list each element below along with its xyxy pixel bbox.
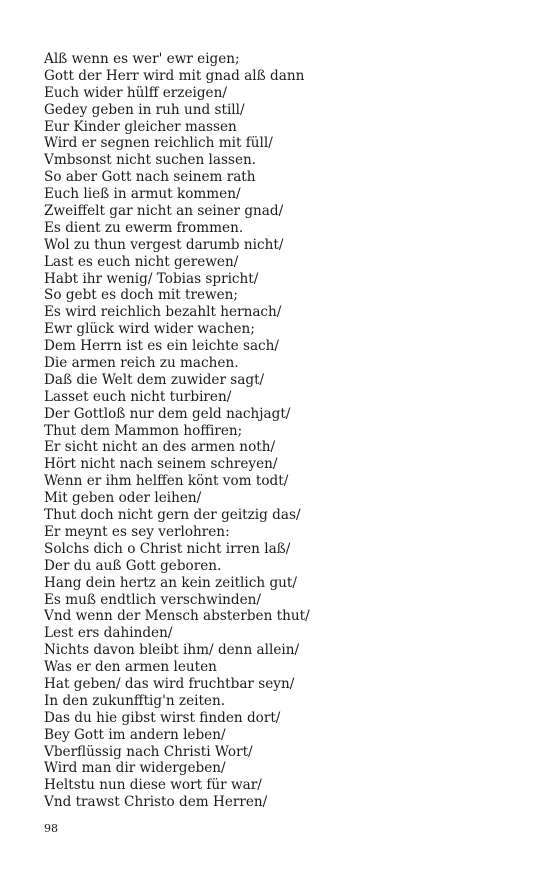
poem-line: Das du hie gibst wirst finden dort/ bbox=[44, 709, 281, 726]
poem-line: So gebt es doch mit trewen; bbox=[44, 287, 239, 304]
poem-line: Euch wider hülff erzeigen/ bbox=[44, 84, 227, 101]
poem-line: So aber Gott nach seinem rath bbox=[44, 169, 256, 186]
poem-line: Wenn er ihm helffen könt vom todt/ bbox=[44, 473, 289, 490]
poem-line: Ewr glück wird wider wachen; bbox=[44, 321, 255, 338]
poem-line: Solchs dich o Christ nicht irren laß/ bbox=[44, 540, 291, 557]
poem-line: Die armen reich zu machen. bbox=[44, 355, 239, 372]
poem-line: Wird er segnen reichlich mit füll/ bbox=[44, 135, 273, 152]
poem-line: Der du auß Gott geboren. bbox=[44, 557, 222, 574]
poem-line: Bey Gott im andern leben/ bbox=[44, 726, 226, 743]
poem-line: Last es euch nicht gerewen/ bbox=[44, 253, 239, 270]
poem-line: In den zukunfftig'n zeiten. bbox=[44, 692, 226, 709]
poem-line: Hat geben/ das wird fruchtbar seyn/ bbox=[44, 675, 295, 692]
poem-line: Er meynt es sey verlohren: bbox=[44, 523, 230, 540]
poem-line: Es wird reichlich bezahlt hernach/ bbox=[44, 304, 282, 321]
poem-line: Es muß endtlich verschwinden/ bbox=[44, 591, 262, 608]
poem-line: Der Gottloß nur dem geld nachjagt/ bbox=[44, 405, 291, 422]
poem-line: Daß die Welt dem zuwider sagt/ bbox=[44, 371, 265, 388]
poem-line: Zweiffelt gar nicht an seiner gnad/ bbox=[44, 203, 284, 220]
poem-line: Lasset euch nicht turbiren/ bbox=[44, 388, 232, 405]
poem-line: Thut doch nicht gern der geitzig das/ bbox=[44, 507, 301, 524]
page-number: 98 bbox=[44, 822, 58, 835]
poem-line: Vnd trawst Christo dem Herren/ bbox=[44, 794, 268, 811]
poem-line: Vmbsonst nicht suchen lassen. bbox=[44, 152, 257, 169]
poem-line: Dem Herrn ist es ein leichte sach/ bbox=[44, 338, 280, 355]
poem-line: Gedey geben in ruh und still/ bbox=[44, 101, 245, 118]
poem-line: Nichts davon bleibt ihm/ denn allein/ bbox=[44, 642, 300, 659]
poem-line: Eur Kinder gleicher massen bbox=[44, 118, 237, 135]
poem-line: Hört nicht nach seinem schreyen/ bbox=[44, 456, 278, 473]
poem-text bbox=[44, 51, 310, 811]
poem-line: Gott der Herr wird mit gnad alß dann bbox=[44, 67, 305, 84]
poem-line: Lest ers dahinden/ bbox=[44, 625, 173, 642]
poem-line: Heltstu nun diese wort für war/ bbox=[44, 777, 262, 794]
poem-line: Vberflüssig nach Christi Wort/ bbox=[44, 743, 253, 760]
poem-line: Euch ließ in armut kommen/ bbox=[44, 186, 241, 203]
poem-line: Wol zu thun vergest darumb nicht/ bbox=[44, 236, 284, 253]
poem-line: Er sicht nicht an des armen noth/ bbox=[44, 439, 276, 456]
poem-line: Es dient zu ewerm frommen. bbox=[44, 219, 244, 236]
poem-line: Alß wenn es wer' ewr eigen; bbox=[44, 51, 240, 67]
poem-line: Habt ihr wenig/ Tobias spricht/ bbox=[44, 270, 259, 287]
poem-line: Mit geben oder leihen/ bbox=[44, 490, 202, 507]
poem-line: Was er den armen leuten bbox=[44, 659, 217, 676]
poem-line: Wird man dir widergeben/ bbox=[44, 760, 226, 777]
poem-line: Hang dein hertz an kein zeitlich gut/ bbox=[44, 574, 297, 591]
poem-line: Vnd wenn der Mensch absterben thut/ bbox=[44, 608, 310, 625]
poem-line: Thut dem Mammon hoffiren; bbox=[44, 422, 243, 439]
